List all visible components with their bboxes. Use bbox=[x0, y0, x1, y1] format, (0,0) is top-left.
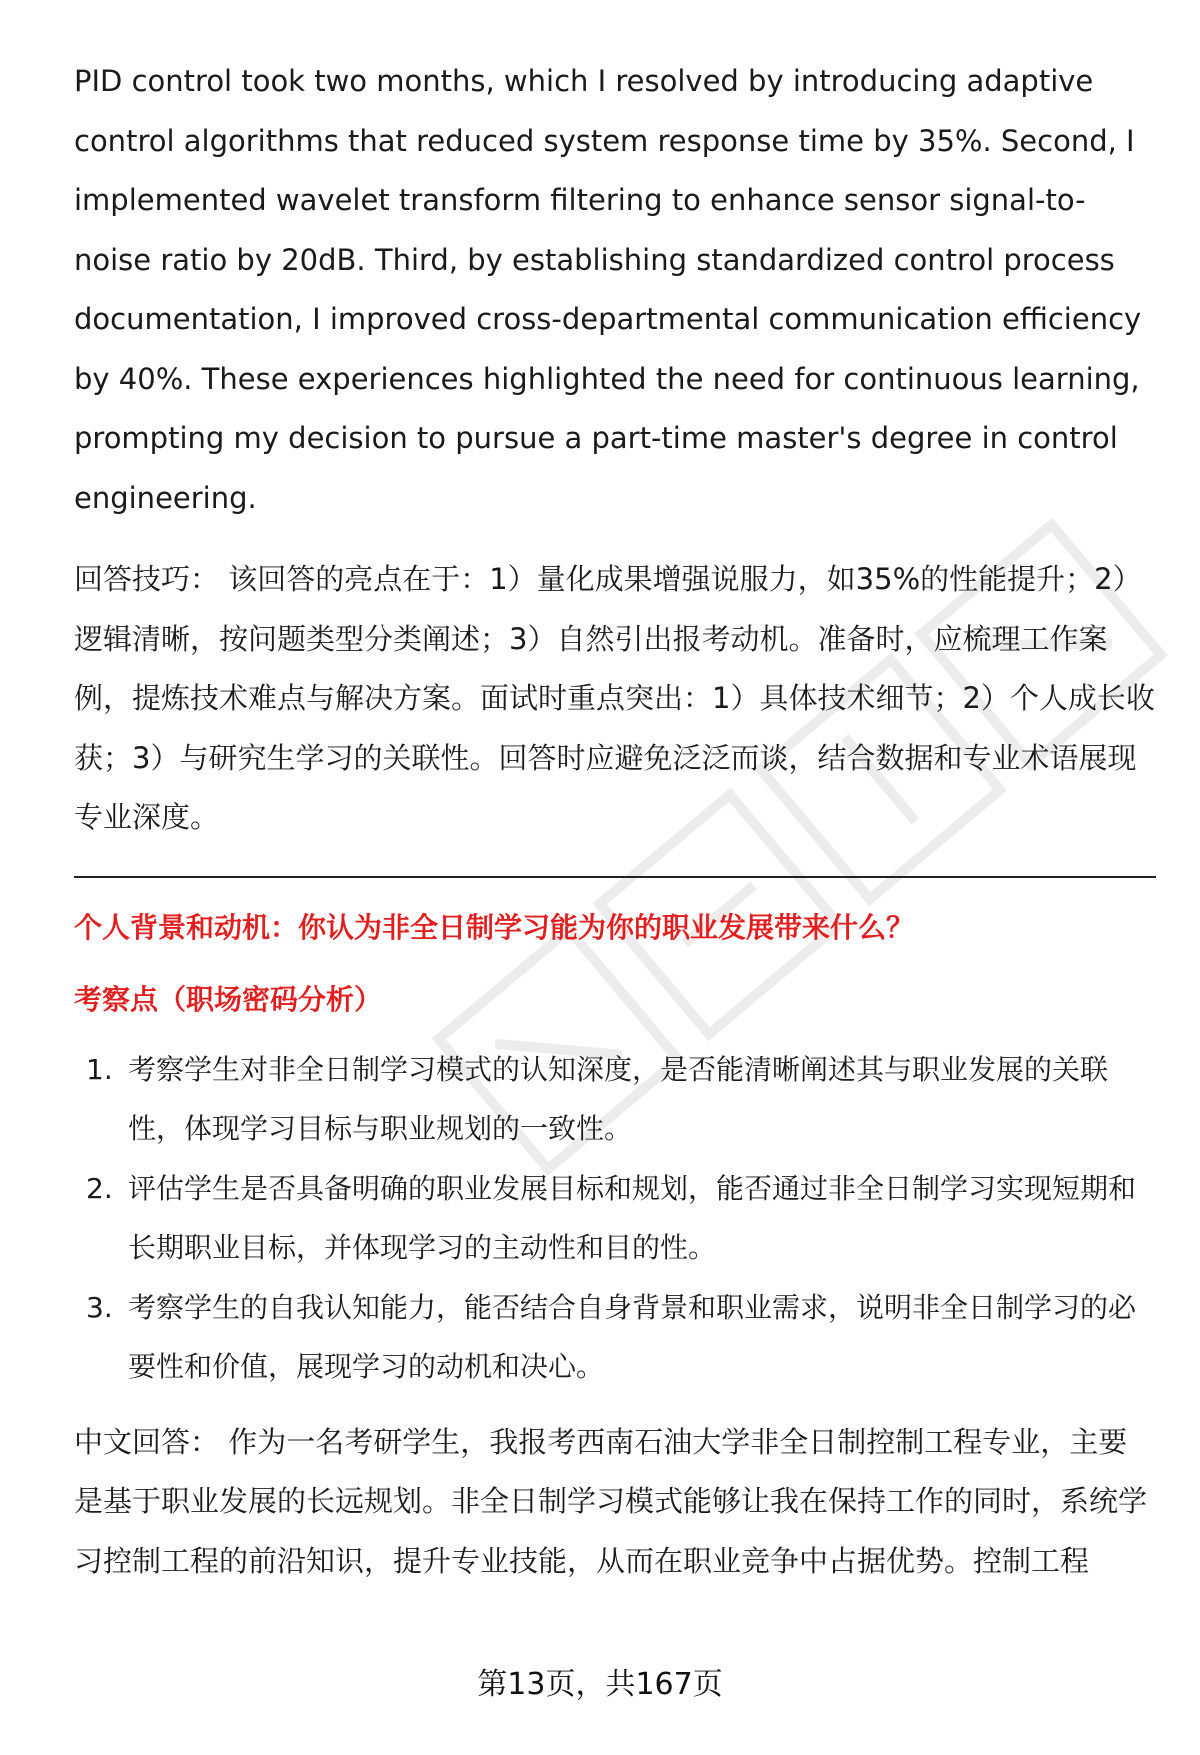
list-item-text: 评估学生是否具备明确的职业发展目标和规划，能否通过非全日制学习实现短期和长期职业目标，并体现学习的主动性和目的性。 bbox=[128, 1171, 1137, 1264]
english-answer-paragraph: PID control took two months, which I resolved by introducing adaptive control algorithms that reduced system response time by 35%. Second, I implemented wavelet transform filtering to enhance sensor signal-to-noise ratio by 20dB. Third, by establishing standardized control process documentation, I improved cross-departmental communication efficiency by 40%. These experiences highlighted the need for continuous learning, prompting my decision to pursue a part-time master's degree in control engineering. bbox=[74, 64, 1142, 515]
answer-tips-paragraph bbox=[74, 550, 1156, 848]
list-item bbox=[74, 1159, 1156, 1278]
assessment-points-title: 考察点（职场密码分析） bbox=[74, 982, 383, 1016]
page-number-footer: 第13页，共167页 bbox=[477, 1667, 723, 1702]
list-item-number: 2. bbox=[86, 1171, 113, 1205]
list-item-text: 考察学生的自我认知能力，能否结合自身背景和职业需求，说明非全日制学习的必要性和价值，展现学习的动机和决心。 bbox=[128, 1290, 1137, 1383]
chinese-answer-label: 中文回答： bbox=[74, 1424, 220, 1459]
list-item-number: 3. bbox=[86, 1290, 113, 1324]
page-content bbox=[74, 52, 1156, 1591]
chinese-answer-paragraph bbox=[74, 1413, 1156, 1592]
list-item-text: 考察学生对非全日制学习模式的认知深度，是否能清晰阐述其与职业发展的关联性，体现学习目标与职业规划的一致性。 bbox=[128, 1052, 1109, 1145]
answer-tips-label: 回答技巧： bbox=[74, 562, 220, 596]
list-item-number: 1. bbox=[86, 1052, 113, 1086]
section-divider bbox=[74, 876, 1156, 878]
question-title: 个人背景和动机：你认为非全日制学习能为你的职业发展带来什么？ bbox=[74, 910, 915, 944]
list-item bbox=[74, 1040, 1156, 1159]
spacer bbox=[74, 528, 1156, 550]
assessment-points-list bbox=[74, 1040, 1156, 1397]
chinese-answer-text: 作为一名考研学生，我报考西南石油大学非全日制控制工程专业，主要是基于职业发展的长远规划。非全日制学习模式能够让我在保持工作的同时，系统学习控制工程的前沿知识，提升专业技能，从而在职业竞争中占据优势。控制工程 bbox=[74, 1424, 1148, 1578]
list-item bbox=[74, 1278, 1156, 1397]
answer-tips-text: 该回答的亮点在于：1）量化成果增强说服力，如35%的性能提升；2）逻辑清晰，按问题类型分类阐述；3）自然引出报考动机。准备时，应梳理工作案例，提炼技术难点与解决方案。面试时重点突出：1）具体技术细节；2）个人成长收获；3）与研究生学习的关联性。回答时应避免泛泛而谈，结合数据和专业术语展现专业深度。 bbox=[74, 562, 1155, 834]
